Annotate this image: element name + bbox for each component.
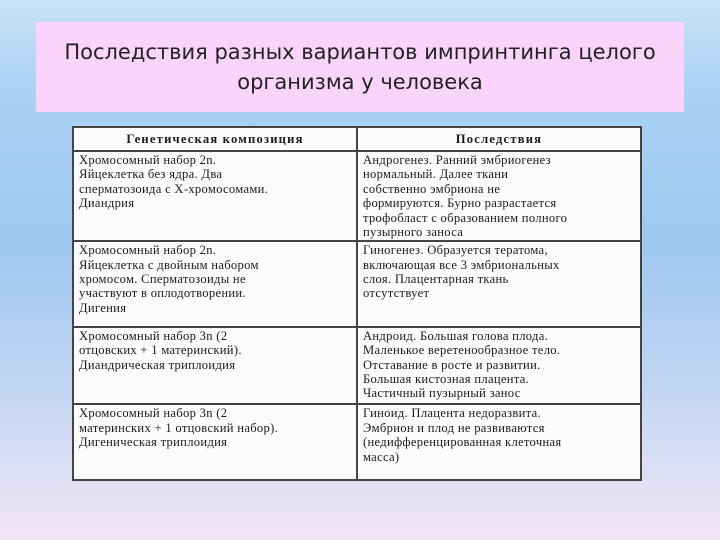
cell-line: материнских + 1 отцовский набор).: [79, 420, 279, 435]
consequence-cell: [357, 151, 641, 241]
cell-line: трофобласт с образованием полного: [363, 210, 568, 225]
header-genetic-composition: Генетическая композиция: [73, 127, 357, 151]
cell-line: Гиногенез. Образуется тератома,: [363, 243, 548, 258]
slide-title-box: [36, 22, 684, 112]
genetic-cell: [73, 241, 357, 327]
cell-line: Отставание в росте и развитии.: [363, 357, 541, 372]
slide-title-line-1: Последствия разных вариантов импринтинга целого: [64, 40, 656, 64]
genetic-cell: [73, 327, 357, 405]
table-row: [73, 404, 641, 480]
cell-line: Хромосомный набор 3n (2: [79, 406, 228, 421]
cell-line: Частичный пузырный занос: [363, 386, 521, 401]
cell-line: Яйцеклетка с двойным набором: [79, 257, 259, 272]
cell-line: Диандрическая триплоидия: [79, 357, 236, 372]
cell-line: Яйцеклетка без ядра. Два: [79, 167, 223, 182]
table-row: [73, 241, 641, 327]
cell-line: Дигения: [79, 300, 127, 315]
scanned-table-image: [72, 126, 642, 481]
table-header-row: [73, 127, 641, 151]
genetic-cell: [73, 404, 357, 480]
cell-line: Андрогенез. Ранний эмбриогенез: [363, 153, 551, 167]
imprinting-table: [72, 126, 642, 481]
genetic-cell: [73, 151, 357, 241]
cell-line: собственно эмбриона не: [363, 181, 501, 196]
cell-line: пузырного заноса: [363, 225, 464, 240]
cell-line: Диандрия: [79, 196, 135, 211]
consequence-cell: [357, 404, 641, 480]
cell-line: Хромосомный набор 3n (2: [79, 328, 228, 343]
cell-line: сперматозоида с X-хромосомами.: [79, 181, 269, 196]
cell-line: формируются. Бурно разрастается: [363, 196, 557, 211]
table-row: [73, 151, 641, 241]
cell-line: Андроид. Большая голова плода.: [363, 328, 549, 343]
cell-line: нормальный. Далее ткани: [363, 167, 509, 182]
cell-line: масса): [363, 449, 400, 464]
cell-line: участвуют в оплодотворении.: [79, 286, 246, 301]
header-consequences: Последствия: [357, 127, 641, 151]
cell-line: Эмбрион и плод не развиваются: [363, 420, 545, 435]
cell-line: Маленькое веретенообразное тело.: [363, 343, 561, 358]
cell-line: отсутствует: [363, 286, 430, 301]
cell-line: включающая все 3 эмбриональных: [363, 257, 560, 272]
cell-line: хромосом. Сперматозоиды не: [79, 271, 246, 286]
cell-line: Гиноид. Плацента недоразвита.: [363, 406, 541, 421]
consequence-cell: [357, 241, 641, 327]
consequence-cell: [357, 327, 641, 405]
table-row: [73, 327, 641, 405]
cell-line: Большая кистозная плацента.: [363, 372, 530, 386]
cell-line: (недифференцированная клеточная: [363, 435, 562, 450]
cell-line: отцовских + 1 материнский).: [79, 343, 242, 358]
slide-title-line-2: организма у человека: [237, 70, 483, 94]
cell-line: Хромосомный набор 2n.: [79, 153, 217, 167]
cell-line: Хромосомный набор 2n.: [79, 243, 217, 258]
cell-line: Дигеническая триплоидия: [79, 435, 228, 450]
cell-line: слоя. Плацентарная ткань: [363, 271, 509, 286]
